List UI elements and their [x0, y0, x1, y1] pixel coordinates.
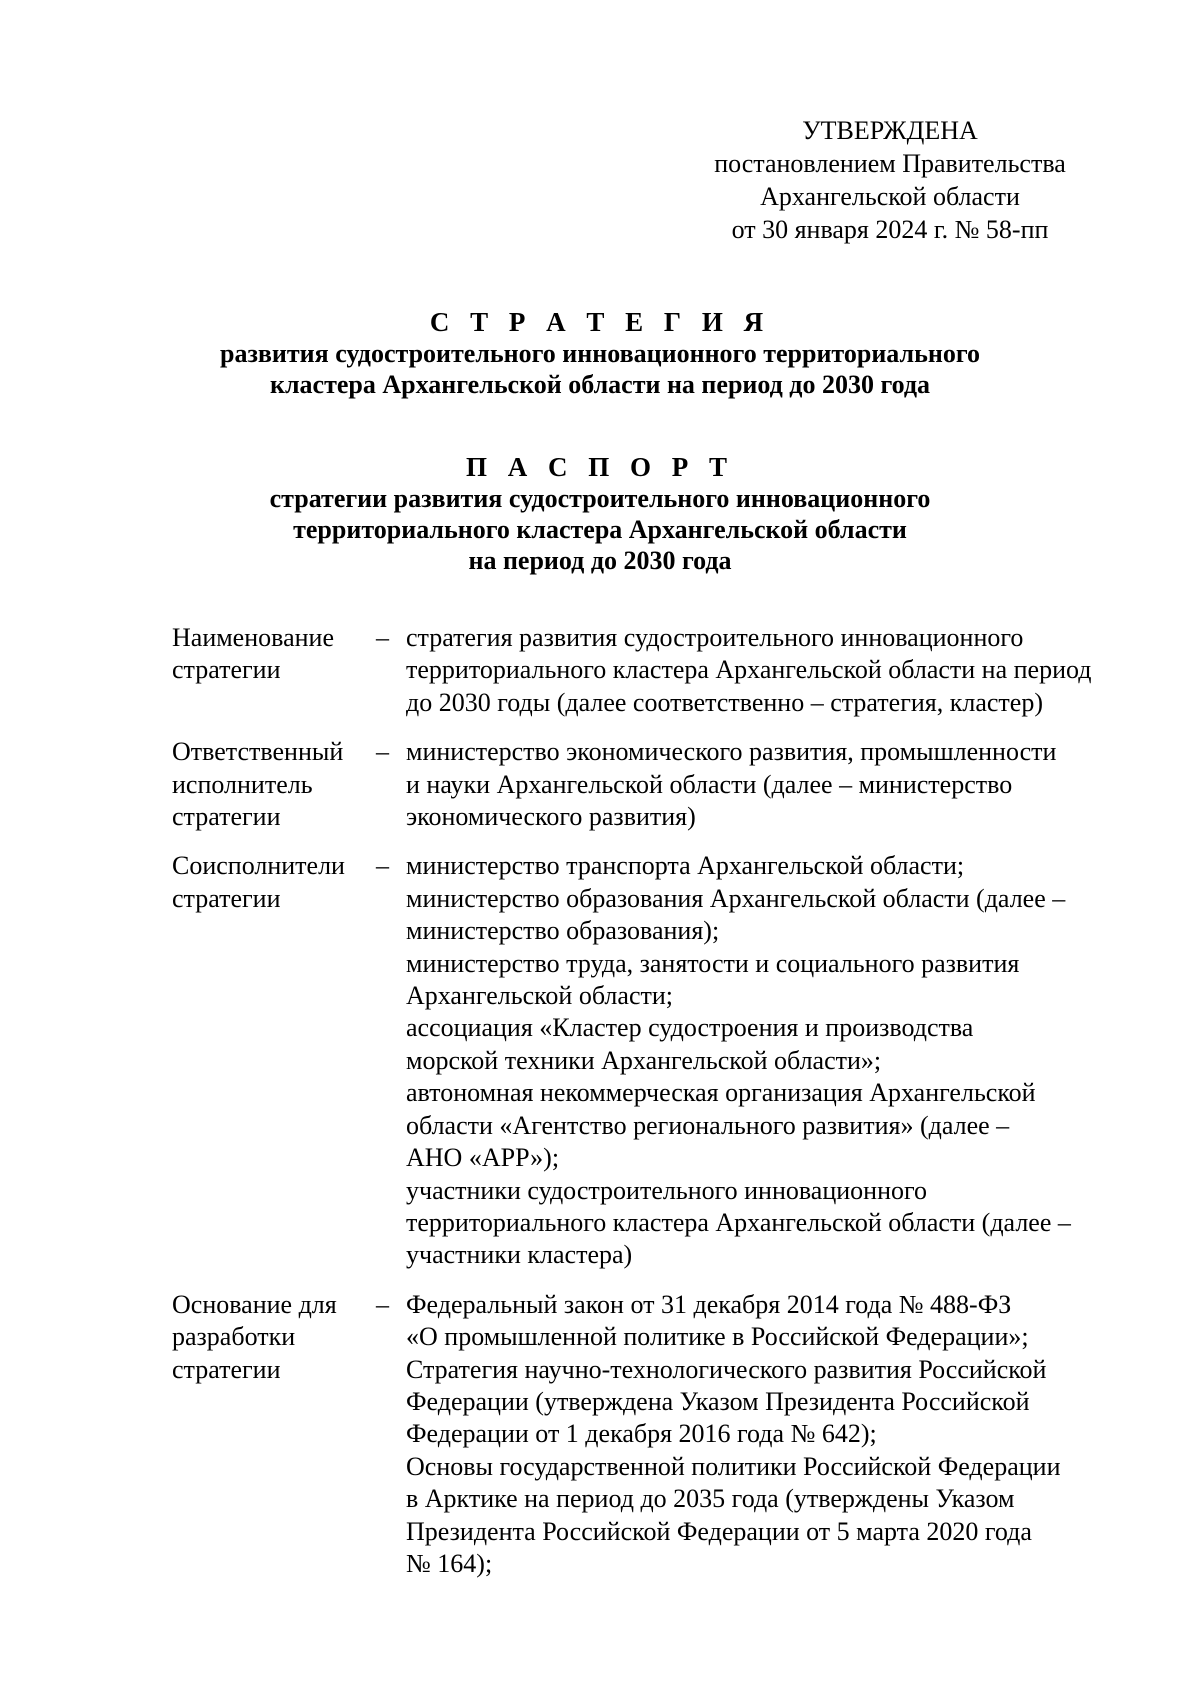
- label-line: стратегии: [172, 655, 281, 685]
- approval-line: Архангельской области: [760, 182, 1020, 211]
- strategy-subtitle-line: развития судостроительного инновационного территориального: [219, 339, 981, 368]
- value-line: стратегия развития судостроительного инновационного: [406, 623, 1024, 652]
- value-line: АНО «АРР»);: [406, 1143, 560, 1173]
- value-line: «О промышленной политике в Российской Федерации»;: [406, 1322, 1029, 1352]
- value-line: министерство экономического развития, промышленности: [406, 737, 1057, 767]
- value-line: Федерации (утверждена Указом Президента Российской: [406, 1386, 1030, 1416]
- label-line: Основание для: [172, 1289, 337, 1319]
- label-line: стратегии: [172, 883, 281, 913]
- value-line: области «Агентство регионального развития» (далее –: [406, 1110, 1010, 1140]
- label-line: стратегии: [172, 802, 281, 832]
- value-line: ассоциация «Кластер судостроения и производства: [406, 1013, 974, 1043]
- passport-row-name: [172, 622, 1132, 719]
- value-line: № 164);: [406, 1548, 493, 1578]
- approval-line: постановлением Правительства: [714, 149, 1066, 178]
- label-line: Ответственный: [172, 737, 344, 767]
- passport-row-responsible: [172, 736, 1132, 833]
- row-label: [172, 1289, 376, 1386]
- value-line: автономная некоммерческая организация Архангельской: [406, 1078, 1036, 1108]
- dash-separator: –: [376, 1289, 389, 1319]
- value-line: Федеральный закон от 31 декабря 2014 года № 488-ФЗ: [406, 1289, 1012, 1319]
- value-line: до 2030 годы (далее соответственно – стратегия, кластер): [406, 687, 1043, 717]
- value-line: министерство транспорта Архангельской области;: [406, 851, 965, 881]
- passport-subtitle-line: территориального кластера Архангельской области: [293, 515, 907, 544]
- row-value: [406, 736, 1132, 833]
- strategy-title: С Т Р А Т Е Г И Я: [429, 307, 771, 337]
- passport-row-coexecutors: [172, 850, 1132, 1271]
- value-line: министерство труда, занятости и социального развития: [406, 948, 1020, 978]
- dash-separator: –: [376, 623, 389, 652]
- row-label: [172, 736, 376, 833]
- approval-line: от 30 января 2024 г. № 58-пп: [731, 215, 1049, 244]
- strategy-subtitle-line: кластера Архангельской области на период до 2030 года: [269, 370, 931, 399]
- value-line: морской техники Архангельской области»;: [406, 1045, 882, 1075]
- value-line: в Арктике на период до 2035 года (утверждены Указом: [406, 1484, 1015, 1514]
- passport-row-basis: [172, 1289, 1132, 1581]
- passport-subtitle-line: на период до 2030 года: [468, 546, 732, 575]
- value-line: Стратегия научно-технологического развития Российской: [406, 1354, 1047, 1384]
- value-line: участники кластера): [406, 1240, 633, 1270]
- passport-heading: [150, 452, 1050, 576]
- strategy-heading: [150, 307, 1050, 400]
- value-line: территориального кластера Архангельской области на период: [406, 655, 1092, 685]
- passport-subtitle-line: стратегии развития судостроительного инновационного: [269, 484, 931, 513]
- passport-table: [172, 622, 1132, 1597]
- dash-separator: –: [376, 737, 389, 767]
- value-line: Президента Российской Федерации от 5 марта 2020 года: [406, 1516, 1032, 1546]
- label-line: стратегии: [172, 1354, 281, 1384]
- label-line: разработки: [172, 1322, 296, 1352]
- value-line: Основы государственной политики Российской Федерации: [406, 1451, 1061, 1481]
- value-line: Федерации от 1 декабря 2016 года № 642);: [406, 1419, 877, 1449]
- value-line: Архангельской области;: [406, 981, 673, 1011]
- value-line: участники судостроительного инновационного: [406, 1175, 928, 1205]
- value-line: министерство образования Архангельской области (далее –: [406, 883, 1066, 913]
- value-line: экономического развития): [406, 802, 696, 832]
- label-line: Наименование: [172, 623, 334, 652]
- dash-separator: –: [376, 851, 389, 881]
- value-line: министерство образования);: [406, 916, 720, 946]
- approval-line: УТВЕРЖДЕНА: [802, 116, 978, 145]
- label-line: исполнитель: [172, 769, 313, 799]
- row-label: [172, 622, 376, 687]
- value-line: и науки Архангельской области (далее – министерство: [406, 769, 1013, 799]
- row-value: [406, 1289, 1132, 1581]
- label-line: Соисполнители: [172, 851, 345, 881]
- passport-title: П А С П О Р Т: [465, 452, 734, 482]
- approval-stamp: [680, 114, 1100, 246]
- row-label: [172, 850, 376, 915]
- row-value: [406, 622, 1132, 719]
- value-line: территориального кластера Архангельской области (далее –: [406, 1207, 1071, 1237]
- row-value: [406, 850, 1132, 1271]
